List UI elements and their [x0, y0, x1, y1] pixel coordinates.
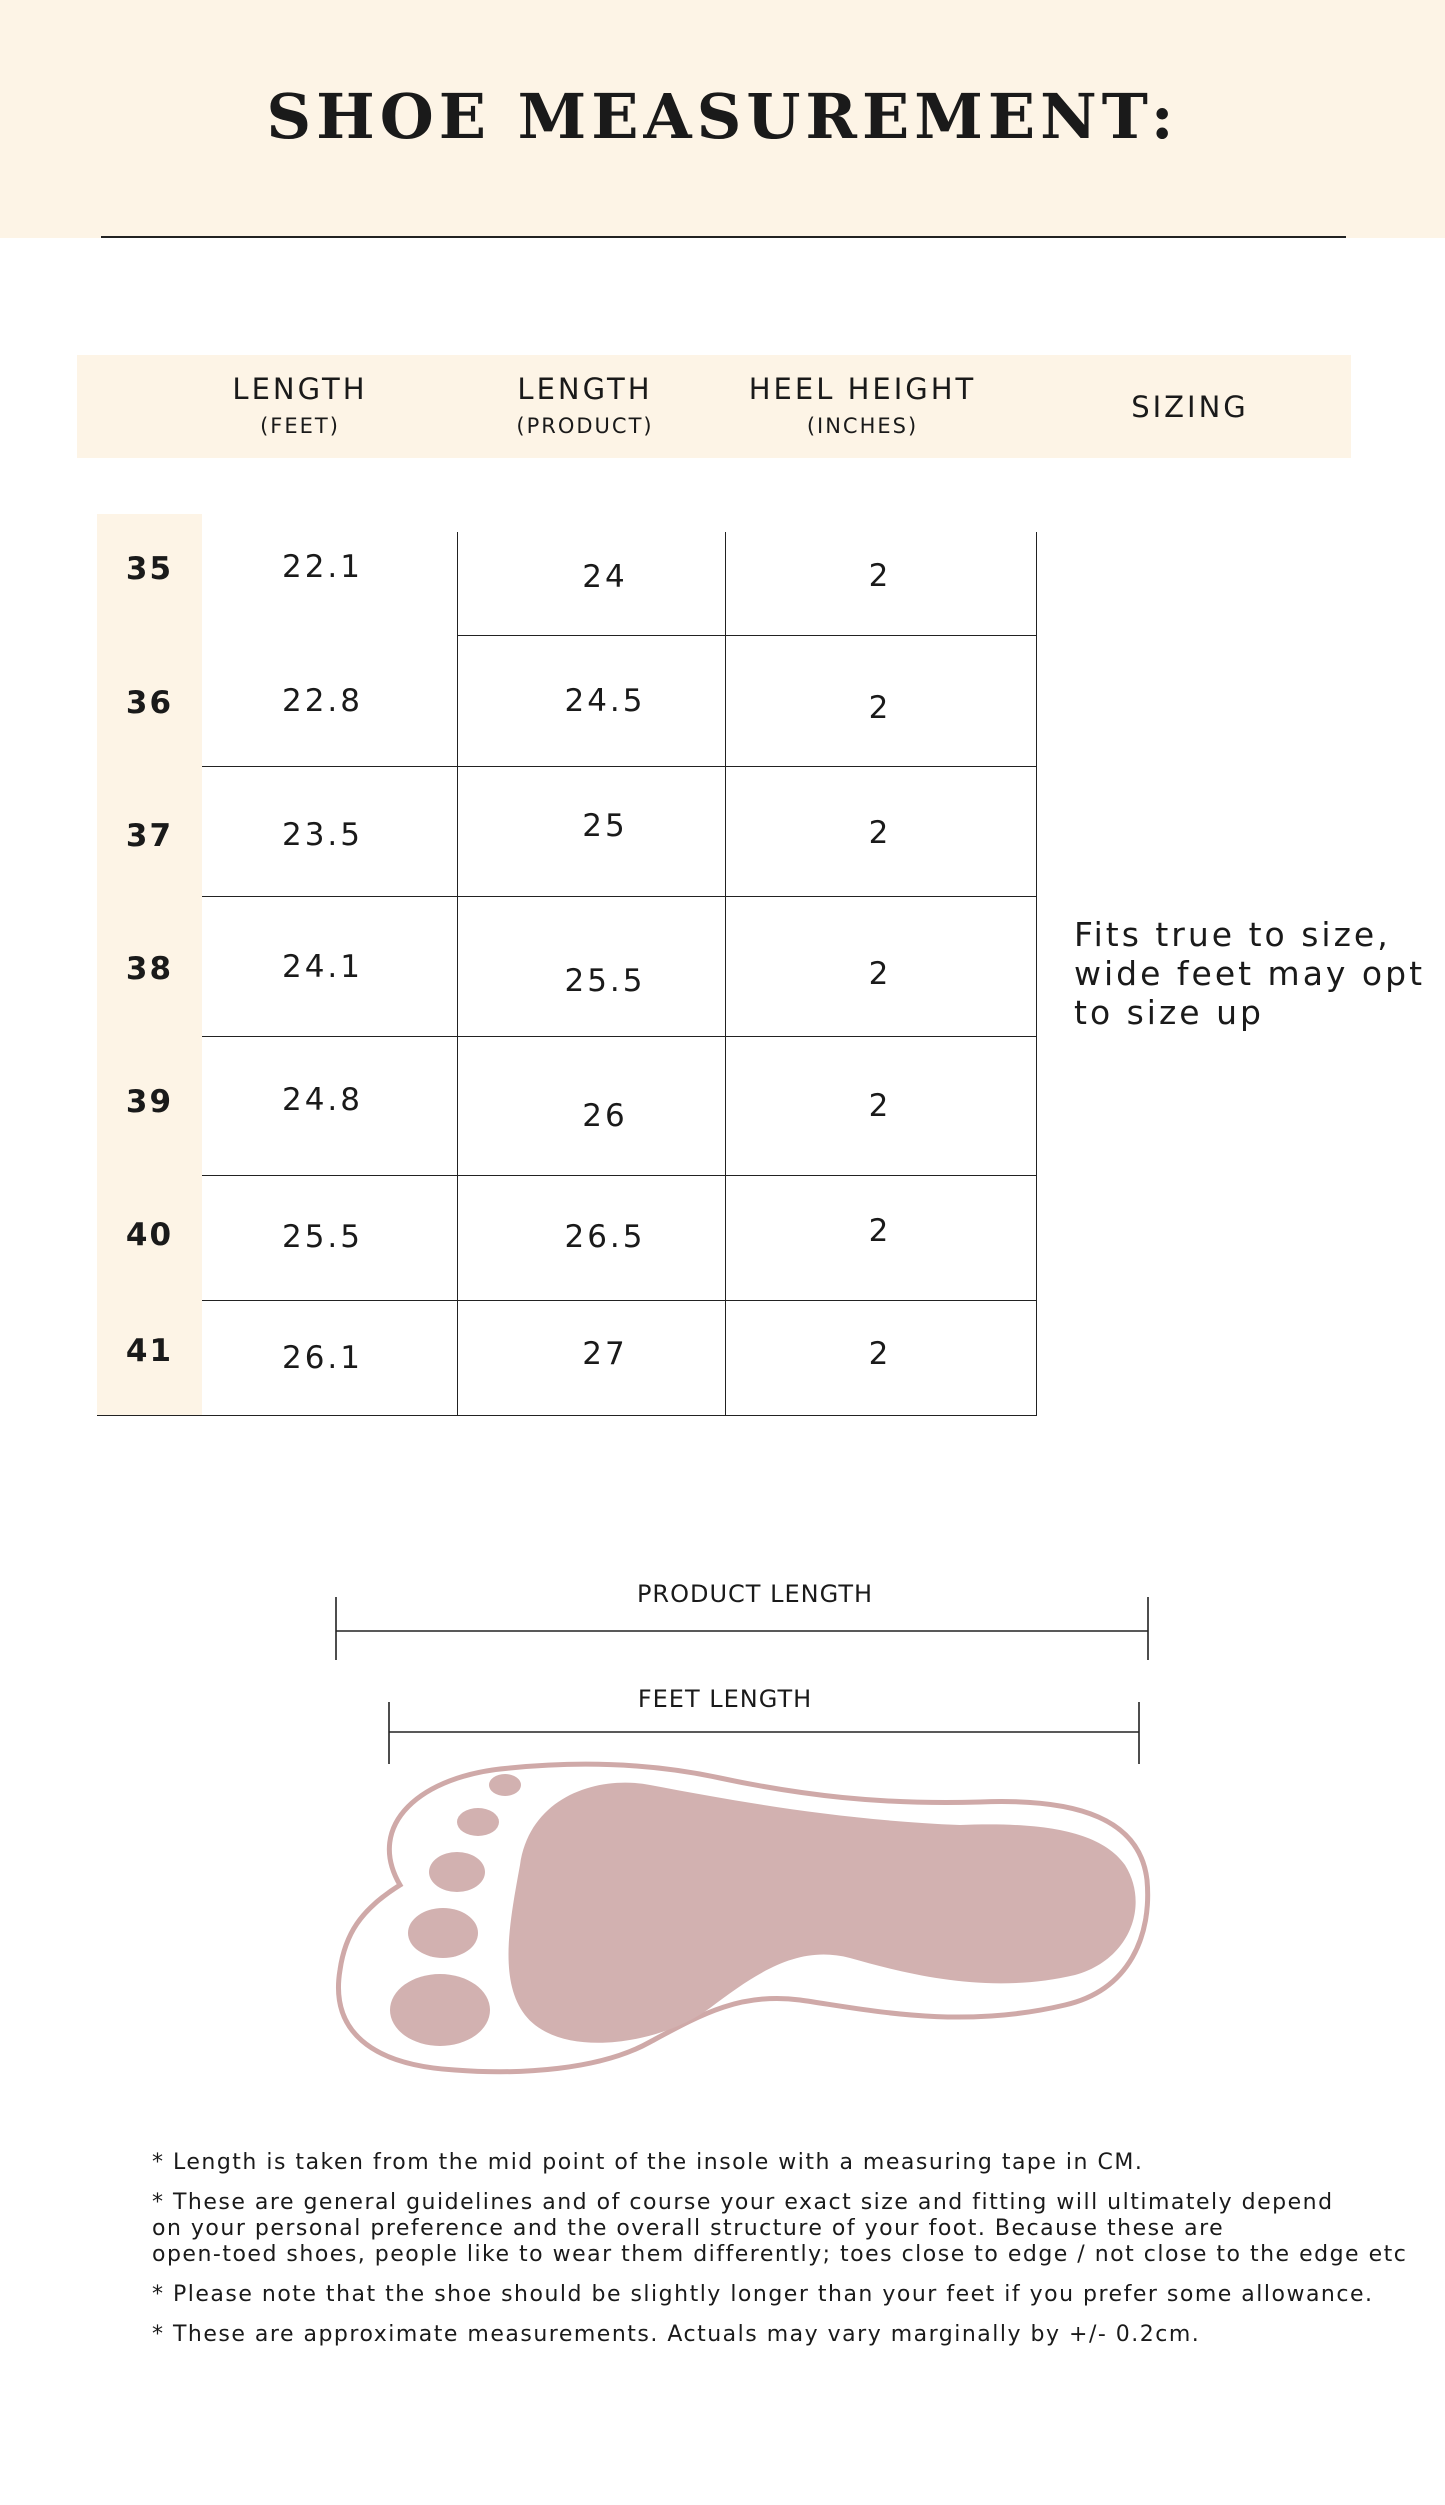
header-length-feet-label: LENGTH: [232, 372, 368, 406]
size-35: 35: [125, 551, 174, 587]
header-heel-height-unit: (INCHES): [806, 414, 919, 438]
note-item: * These are approximate measurements. Actuals may vary marginally by +/- 0.2cm.: [152, 2322, 1201, 2347]
sizing-note: Fits true to size, wide feet may opt to size up: [1074, 915, 1426, 1032]
product-length-38: 25.5: [564, 963, 646, 999]
header-length-product: [470, 372, 700, 438]
product-length-41: 27: [582, 1336, 628, 1372]
product-length-39: 26: [582, 1098, 628, 1134]
product-length-36: 24.5: [564, 683, 646, 719]
header-sizing-label: SIZING: [1131, 390, 1249, 424]
heel-height-39: 2: [868, 1088, 892, 1124]
heel-height-37: 2: [868, 815, 892, 851]
product-length-dimension-line: [336, 1597, 1148, 1660]
note-item: * Please note that the shoe should be slightly longer than your feet if you prefer some allowance.: [152, 2282, 1374, 2307]
product-length-35: 24: [582, 559, 628, 595]
grid-hline-2: [202, 766, 1037, 767]
grid-vline-1: [457, 532, 458, 1415]
size-40: 40: [125, 1217, 174, 1253]
header-heel-height: [720, 372, 1005, 438]
feet-length-39: 24.8: [281, 1082, 364, 1118]
product-length-40: 26.5: [564, 1219, 646, 1255]
grid-hline-6: [202, 1300, 1037, 1301]
feet-length-dimension-line: [389, 1702, 1139, 1764]
feet-length-38: 24.1: [281, 949, 364, 985]
grid-vline-3: [1036, 532, 1037, 1415]
grid-hline-bottom: [97, 1415, 1037, 1416]
heel-height-38: 2: [868, 956, 892, 992]
note-item: * These are general guidelines and of course your exact size and fitting will ultimately depend on your personal preference and the overall structure of your foot. Because these are open-toed shoes, people like to wear them differently; toes close to edge / not close to the edge etc: [152, 2190, 1408, 2267]
toe-prints-icon: [390, 1774, 521, 2046]
grid-hline-1: [457, 635, 1037, 636]
product-length-37: 25: [582, 808, 628, 844]
grid-hline-3: [202, 896, 1037, 897]
feet-length-37: 23.5: [281, 817, 364, 853]
grid-hline-5: [202, 1175, 1037, 1176]
feet-length-41: 26.1: [281, 1340, 364, 1376]
header-length-product-label: LENGTH: [517, 372, 653, 406]
header-sizing: [1080, 390, 1300, 424]
header-length-product-unit: (PRODUCT): [516, 414, 654, 438]
feet-length-40: 25.5: [281, 1219, 364, 1255]
header-length-feet: [195, 372, 405, 438]
size-39: 39: [125, 1084, 174, 1120]
heel-height-36: 2: [868, 690, 892, 726]
notes-section: [152, 2150, 1412, 2362]
header-heel-height-label: HEEL HEIGHT: [748, 372, 977, 406]
heel-height-41: 2: [868, 1336, 892, 1372]
grid-vline-2: [725, 532, 726, 1415]
header-length-feet-unit: (FEET): [260, 414, 340, 438]
feet-length-36: 22.8: [281, 683, 364, 719]
size-37: 37: [125, 818, 174, 854]
size-38: 38: [125, 951, 174, 987]
grid-hline-4: [202, 1036, 1037, 1037]
product-length-label: PRODUCT LENGTH: [636, 1580, 874, 1608]
heel-height-35: 2: [868, 558, 892, 594]
feet-length-35: 22.1: [281, 549, 364, 585]
note-item: * Length is taken from the mid point of the insole with a measuring tape in CM.: [152, 2150, 1144, 2175]
heel-height-40: 2: [868, 1213, 892, 1249]
feet-length-label: FEET LENGTH: [637, 1685, 813, 1713]
page-title: SHOE MEASUREMENT:: [266, 80, 1179, 153]
title-divider: [101, 236, 1346, 238]
foot-measurement-diagram: [0, 1580, 1445, 2100]
size-36: 36: [125, 685, 174, 721]
size-41: 41: [125, 1333, 174, 1369]
